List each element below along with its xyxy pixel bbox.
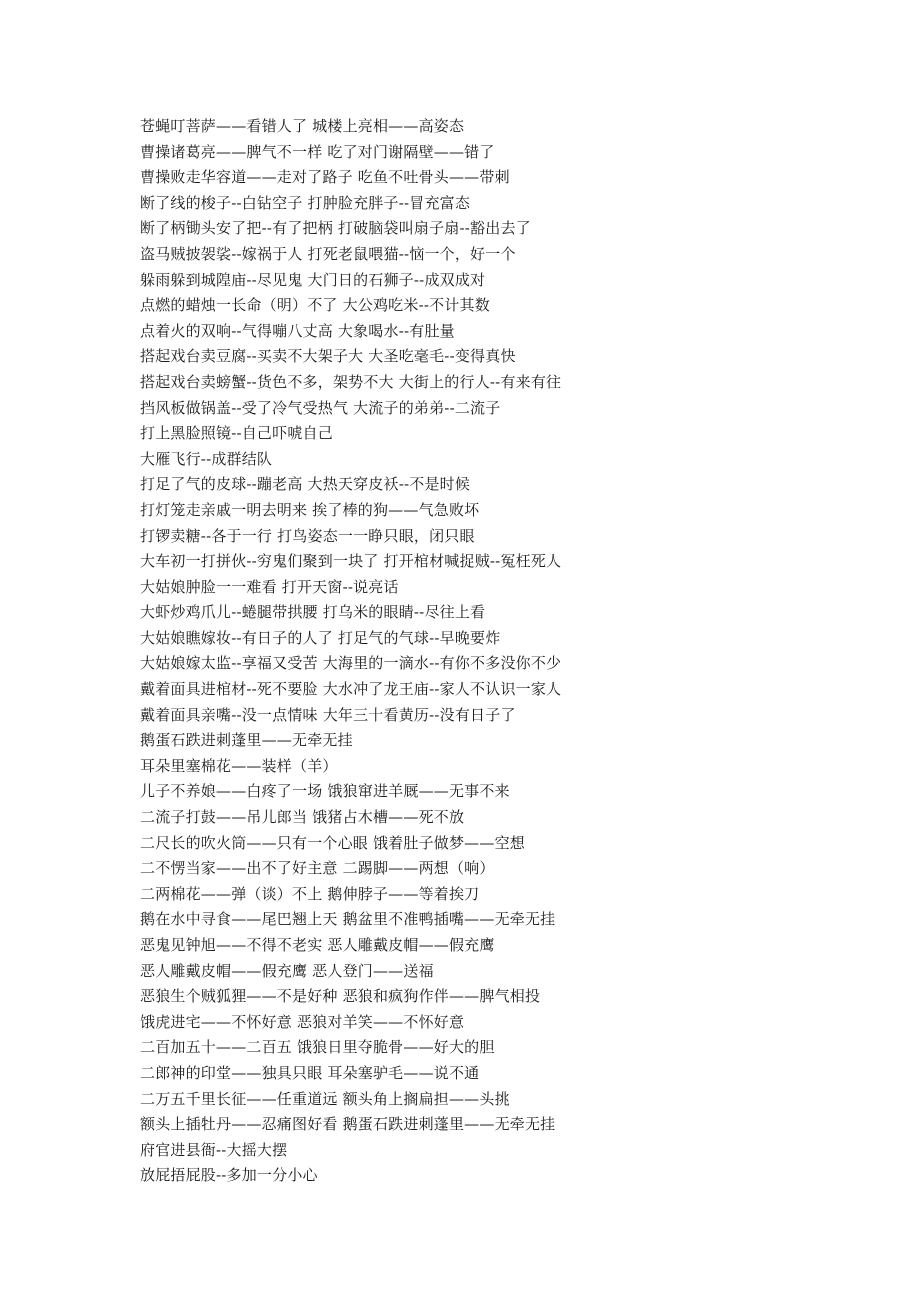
text-line: 放屁捂屁股--多加一分小心	[140, 1166, 318, 1185]
text-line: 大虾炒鸡爪儿--蜷腿带拱腰 打乌米的眼睛--尽往上看	[140, 603, 486, 622]
text-line: 盗马贼披袈裟--嫁祸于人 打死老鼠喂猫--恼一个，好一个	[140, 244, 516, 263]
text-line: 饿虎进宅——不怀好意 恶狼对羊笑——不怀好意	[140, 1012, 465, 1031]
text-line: 二尺长的吹火筒——只有一个心眼 饿着肚子做梦——空想	[140, 833, 525, 852]
text-line: 搭起戏台卖豆腐--买卖不大架子大 大圣吃毫毛--变得真快	[140, 347, 516, 366]
text-line: 二郎神的印堂——独具只眼 耳朵塞驴毛——说不通	[140, 1063, 480, 1082]
text-line: 恶人雕戴皮帽——假充鹰 恶人登门——送福	[140, 961, 434, 980]
text-line: 府官进县衙--大摇大摆	[140, 1140, 288, 1159]
text-line: 搭起戏台卖螃蟹--货色不多，架势不大 大街上的行人--有来有往	[140, 372, 562, 391]
text-line: 挡风板做锅盖--受了冷气受热气 大流子的弟弟--二流子	[140, 398, 501, 417]
text-line: 打灯笼走亲戚一明去明来 挨了棒的狗——气急败坏	[140, 500, 480, 519]
text-line: 断了柄锄头安了把--有了把柄 打破脑袋叫扇子扇--豁出去了	[140, 219, 531, 238]
text-line: 大姑娘肿脸一一难看 打开天窗--说亮话	[140, 577, 399, 596]
text-block	[140, 114, 900, 1189]
text-line: 戴着面具进棺材--死不要脸 大水冲了龙王庙--家人不认识一家人	[140, 680, 562, 699]
text-line: 大雁飞行--成群结队	[140, 449, 273, 468]
text-line: 儿子不养娘——白疼了一场 饿狼窜进羊厩——无事不来	[140, 782, 510, 801]
text-line: 鹅在水中寻食——尾巴翘上天 鹅盆里不准鸭插嘴——无牵无挂	[140, 910, 556, 929]
text-line: 耳朵里塞棉花——装样（羊）	[140, 756, 338, 775]
text-line: 二两棉花——弹（谈）不上 鹅伸脖子——等着挨刀	[140, 884, 480, 903]
text-line: 打上黑脸照镜--自己吓唬自己	[140, 424, 333, 443]
text-line: 鹅蛋石跌进刺蓬里——无牵无挂	[140, 731, 353, 750]
text-line: 二百加五十——二百五 饿狼日里夺脆骨——好大的胆	[140, 1038, 495, 1057]
text-line: 点燃的蜡烛一长命（明）不了 大公鸡吃米--不计其数	[140, 296, 490, 315]
text-line: 苍蝇叮菩萨——看错人了 城楼上亮相——高姿态	[140, 117, 465, 135]
text-line: 二流子打鼓——吊儿郎当 饿猪占木槽——死不放	[140, 808, 465, 827]
text-line: 恶狼生个贼狐狸——不是好种 恶狼和疯狗作伴——脾气相投	[140, 987, 541, 1006]
text-line: 打足了气的皮球--蹦老高 大热天穿皮袄--不是时候	[140, 475, 471, 494]
text-line: 恶鬼见钟旭——不得不老实 恶人雕戴皮帽——假充鹰	[140, 936, 495, 954]
text-line: 额头上插牡丹——忍痛图好看 鹅蛋石跌进刺蓬里——无牵无挂	[140, 1115, 556, 1134]
text-line: 二万五千里长征——任重道远 额头角上搁扁担——头挑	[140, 1089, 510, 1108]
text-line: 曹操败走华容道——走对了路子 吃鱼不吐骨头——带刺	[140, 168, 510, 187]
text-line: 二不愣当家——出不了好主意 二踢脚——两想（响）	[140, 859, 495, 878]
text-line: 戴着面具亲嘴--没一点情味 大年三十看黄历--没有日子了	[140, 705, 516, 724]
text-line: 大姑娘嫁太监--享福又受苦 大海里的一滴水--有你不多没你不少	[140, 654, 562, 673]
text-line: 躲雨躲到城隍庙--尽见鬼 大门日的石狮子--成双成对	[140, 270, 486, 289]
text-line: 点着火的双响--气得嘣八丈高 大象喝水--有肚量	[140, 321, 455, 340]
text-line: 大姑娘瞧嫁妆--有日子的人了 打足气的气球--早晚要炸	[140, 628, 501, 647]
text-line: 大车初一打拼伙--穷鬼们聚到一块了 打开棺材喊捉贼--冤枉死人	[140, 552, 562, 571]
text-line: 曹操诸葛亮——脾气不一样 吃了对门谢隔壁——错了	[140, 142, 495, 161]
text-line: 断了线的梭子--白钻空子 打肿脸充胖子--冒充富态	[140, 193, 471, 212]
text-line: 打锣卖糖--各于一行 打鸟姿态一一睁只眼，闭只眼	[140, 526, 475, 545]
